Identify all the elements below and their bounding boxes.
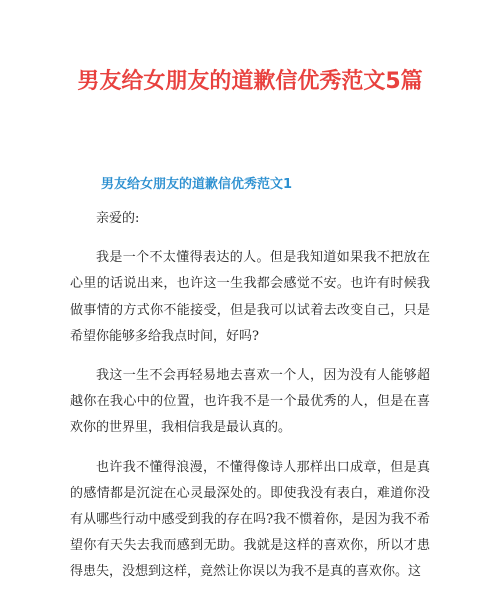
paragraph: 也许我不懂得浪漫，不懂得像诗人那样出口成章，但是真的感情都是沉淀在心灵最深处的。即使我没有表白，难道你没有从哪些行动中感受到我的存在吗?我不惯着你，是因为我不希望你有天失去我而感到无助。我就是这样的喜欢你，所以才患得患失，没想到这样，竟然让你误以为我不是真的喜欢你。这: [70, 459, 430, 580]
paragraph: 我这一生不会再轻易地去喜欢一个人，因为没有人能够超越你在我心中的位置，也许我不是一个最优秀的人，但是在喜欢你的世界里，我相信我是最认真的。: [70, 368, 430, 436]
document-title: 男友给女朋友的道歉信优秀范文5篇: [77, 69, 423, 94]
section-heading: 男友给女朋友的道歉信优秀范文1: [101, 177, 293, 192]
paragraph: 我是一个不太懂得表达的人。但是我知道如果我不把放在心里的话说出来，也许这一生我都会感觉不安。也许有时候我做事情的方式你不能接受，但是我可以试着去改变自己，只是希望你能够多给我点时间，好吗?: [70, 250, 430, 344]
letter-body: [70, 206, 430, 599]
greeting: 亲爱的:: [96, 211, 140, 226]
